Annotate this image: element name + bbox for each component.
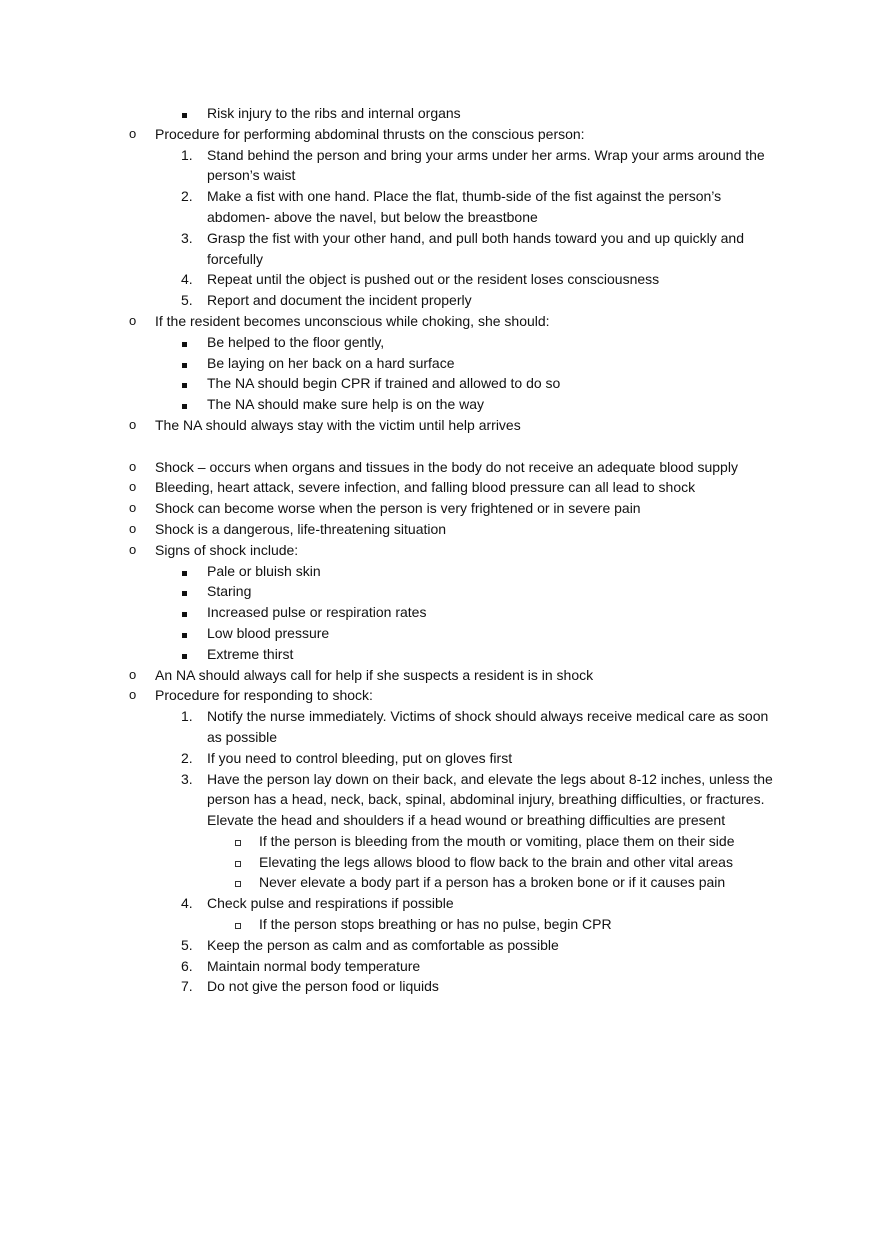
list-item — [0, 685, 880, 706]
list-item-text: Stand behind the person and bring your arms under her arms. Wrap your arms around the person’s waist — [207, 146, 765, 184]
numbered-step — [0, 769, 880, 831]
numbered-step — [0, 935, 880, 956]
step-number: 1. — [181, 146, 193, 163]
list-item-text: If the person stops breathing or has no pulse, begin CPR — [259, 916, 612, 933]
list-item-text: Make a fist with one hand. Place the flat, thumb-side of the fist against the person’s abdomen- above the navel, but below the breastbone — [207, 188, 722, 225]
list-item-text: Repeat until the object is pushed out or the resident loses consciousness — [207, 271, 660, 288]
list-item-text: If you need to control bleeding, put on gloves first — [207, 749, 513, 766]
square-bullet-icon — [182, 103, 187, 124]
numbered-step — [0, 976, 880, 997]
list-item — [0, 124, 880, 145]
sub-list-item — [0, 353, 880, 374]
list-item-text: Procedure for performing abdominal thrusts on the conscious person: — [155, 125, 585, 142]
square-bullet-icon — [182, 561, 187, 582]
list-item-text: Grasp the fist with your other hand, and pull both hands toward you and up quickly and forcefully — [207, 229, 745, 267]
step-number: 5. — [181, 936, 193, 953]
sub-list-item — [0, 103, 880, 124]
list-item-text: Staring — [207, 583, 252, 600]
square-bullet-icon — [182, 623, 187, 644]
sub-list-item — [0, 561, 880, 582]
circle-bullet-icon: o — [129, 687, 137, 703]
sub-list-item — [0, 332, 880, 353]
list-item-text: The NA should always stay with the victim until help arrives — [155, 416, 521, 433]
list-item-text: Report and document the incident properly — [207, 292, 472, 309]
list-item-text: Pale or bluish skin — [207, 562, 321, 579]
circle-bullet-icon: o — [129, 312, 137, 328]
list-item-text: Extreme thirst — [207, 645, 294, 662]
step-number: 1. — [181, 708, 193, 725]
step-note — [0, 831, 880, 852]
numbered-step — [0, 706, 880, 748]
list-item-text: If the person is bleeding from the mouth or vomiting, place them on their side — [259, 832, 735, 849]
list-item-text: An NA should always call for help if she suspects a resident is in shock — [155, 666, 594, 683]
square-bullet-icon — [182, 644, 187, 665]
list-item-text: Never elevate a body part if a person has a broken bone or if it causes pain — [259, 874, 726, 891]
list-item-text: Elevating the legs allows blood to flow back to the brain and other vital areas — [259, 853, 733, 870]
list-item-text: Be helped to the floor gently, — [207, 333, 385, 350]
step-number: 6. — [181, 957, 193, 974]
square-bullet-icon — [182, 353, 187, 374]
circle-bullet-icon: o — [129, 666, 137, 682]
list-item-text: The NA should begin CPR if trained and allowed to do so — [207, 375, 561, 392]
section-spacer — [0, 436, 880, 457]
list-item — [0, 665, 880, 686]
list-item-text: Do not give the person food or liquids — [207, 978, 439, 995]
step-number: 5. — [181, 292, 193, 309]
step-number: 4. — [181, 271, 193, 288]
numbered-step — [0, 145, 880, 187]
list-item — [0, 477, 880, 498]
circle-bullet-icon: o — [129, 541, 137, 557]
list-item — [0, 519, 880, 540]
circle-bullet-icon: o — [129, 416, 137, 432]
document-page — [0, 103, 880, 997]
sub-list-item — [0, 394, 880, 415]
circle-bullet-icon: o — [129, 520, 137, 536]
step-note — [0, 914, 880, 935]
list-item-text: Shock – occurs when organs and tissues in the body do not receive an adequate blood supply — [155, 458, 738, 475]
step-note — [0, 872, 880, 893]
numbered-step — [0, 269, 880, 290]
list-item-text: Risk injury to the ribs and internal organs — [207, 105, 461, 121]
list-item-text: Keep the person as calm and as comfortable as possible — [207, 936, 559, 953]
list-item-text: Be laying on her back on a hard surface — [207, 354, 455, 371]
circle-bullet-icon: o — [129, 500, 137, 516]
open-square-bullet-icon — [235, 831, 241, 852]
square-bullet-icon — [182, 332, 187, 353]
list-item — [0, 311, 880, 332]
step-number: 7. — [181, 978, 193, 995]
list-item-text: Notify the nurse immediately. Victims of shock should always receive medical care as soon as possible — [207, 708, 769, 745]
list-item-text: Low blood pressure — [207, 624, 330, 641]
square-bullet-icon — [182, 602, 187, 623]
sub-list-item — [0, 602, 880, 623]
step-number: 3. — [181, 770, 193, 787]
list-item-text: Check pulse and respirations if possible — [207, 895, 454, 912]
open-square-bullet-icon — [235, 872, 241, 893]
step-note — [0, 852, 880, 873]
step-number: 2. — [181, 188, 193, 205]
sub-list-item — [0, 623, 880, 644]
list-item — [0, 415, 880, 436]
list-item-text: Shock can become worse when the person is very frightened or in severe pain — [155, 500, 641, 517]
list-item — [0, 457, 880, 478]
open-square-bullet-icon — [235, 852, 241, 873]
list-item — [0, 540, 880, 561]
list-item-text: Procedure for responding to shock: — [155, 687, 373, 704]
list-item-text: Shock is a dangerous, life-threatening situation — [155, 520, 447, 537]
sub-list-item — [0, 373, 880, 394]
list-item-text: Maintain normal body temperature — [207, 957, 421, 974]
numbered-step — [0, 893, 880, 914]
list-item — [0, 498, 880, 519]
list-item-text: The NA should make sure help is on the way — [207, 396, 485, 413]
list-item-text: Signs of shock include: — [155, 541, 299, 558]
open-square-bullet-icon — [235, 914, 241, 935]
circle-bullet-icon: o — [129, 125, 137, 141]
sub-list-item — [0, 581, 880, 602]
list-item-text: Bleeding, heart attack, severe infection, and falling blood pressure can all lead to shock — [155, 479, 696, 496]
step-number: 4. — [181, 895, 193, 912]
numbered-step — [0, 228, 880, 270]
numbered-step — [0, 186, 880, 228]
circle-bullet-icon: o — [129, 479, 137, 495]
numbered-step — [0, 290, 880, 311]
step-number: 3. — [181, 229, 193, 246]
list-item-text: Have the person lay down on their back, and elevate the legs about 8-12 inches, unless the person has a head, neck, back, spinal, abdominal injury, breathing difficulties, or fractures. Elevate the head and shoulders if a head wound or breathing difficulties are present — [207, 770, 773, 829]
square-bullet-icon — [182, 581, 187, 602]
circle-bullet-icon: o — [129, 458, 137, 474]
sub-list-item — [0, 644, 880, 665]
numbered-step — [0, 956, 880, 977]
step-number: 2. — [181, 749, 193, 766]
square-bullet-icon — [182, 394, 187, 415]
numbered-step — [0, 748, 880, 769]
list-item-text: Increased pulse or respiration rates — [207, 604, 427, 621]
list-item-text: If the resident becomes unconscious while choking, she should: — [155, 312, 550, 329]
square-bullet-icon — [182, 373, 187, 394]
